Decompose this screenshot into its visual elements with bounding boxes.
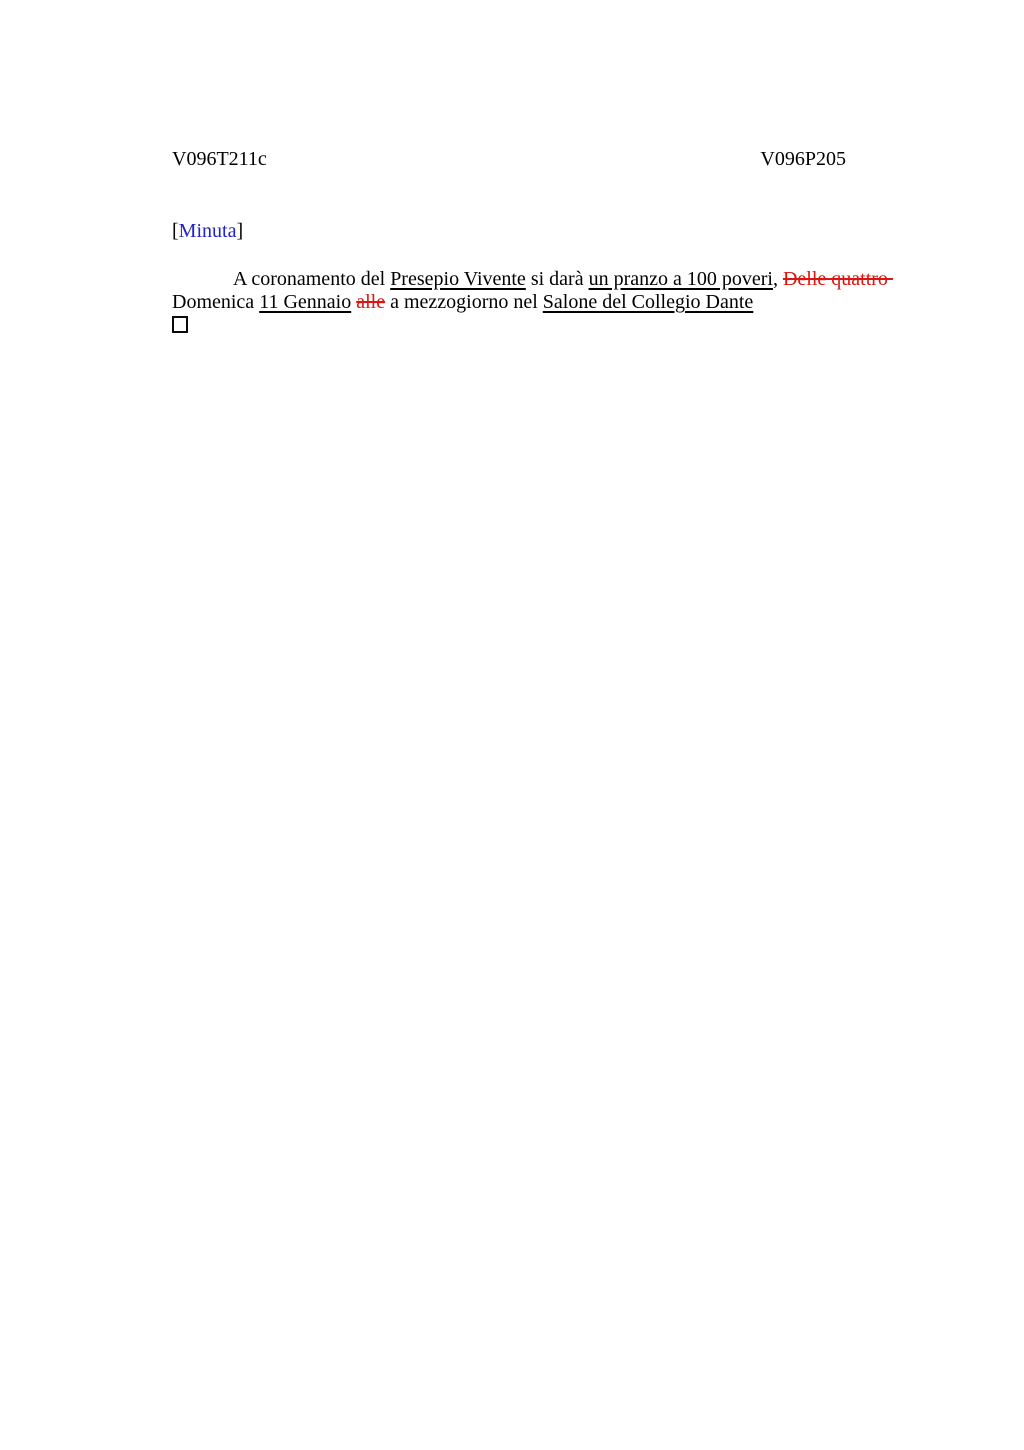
text-segment-underline: un pranzo a 100 poveri <box>588 268 773 290</box>
bracket-open: [ <box>172 220 179 242</box>
header-row <box>172 148 846 171</box>
text-segment-plain: Domenica <box>172 291 260 313</box>
paragraph-line <box>172 291 952 314</box>
text-segment-underline: Salone del Collegio Dante <box>542 291 754 313</box>
text-segment-strike-red: alle <box>356 291 386 313</box>
document-code-right: V096P205 <box>760 148 846 170</box>
text-segment-strike-red: Delle quattro <box>782 268 893 290</box>
bracket-close: ] <box>236 220 244 242</box>
text-segment-underline: Presepio Vivente <box>390 268 526 290</box>
paragraph-line <box>172 268 952 291</box>
empty-square-glyph <box>172 316 188 333</box>
paragraph-line <box>172 314 952 339</box>
text-segment-plain: si darà <box>525 268 589 290</box>
minuta-annotation <box>172 220 243 243</box>
body-paragraph <box>172 268 952 339</box>
document-code-left: V096T211c <box>172 148 267 170</box>
text-segment-plain: a mezzogiorno nel <box>385 291 543 313</box>
text-segment-plain: , <box>772 268 783 290</box>
text-segment-underline: 11 Gennaio <box>259 291 352 313</box>
text-segment-plain: A coronamento del <box>233 268 391 290</box>
minuta-label: Minuta <box>178 220 237 242</box>
